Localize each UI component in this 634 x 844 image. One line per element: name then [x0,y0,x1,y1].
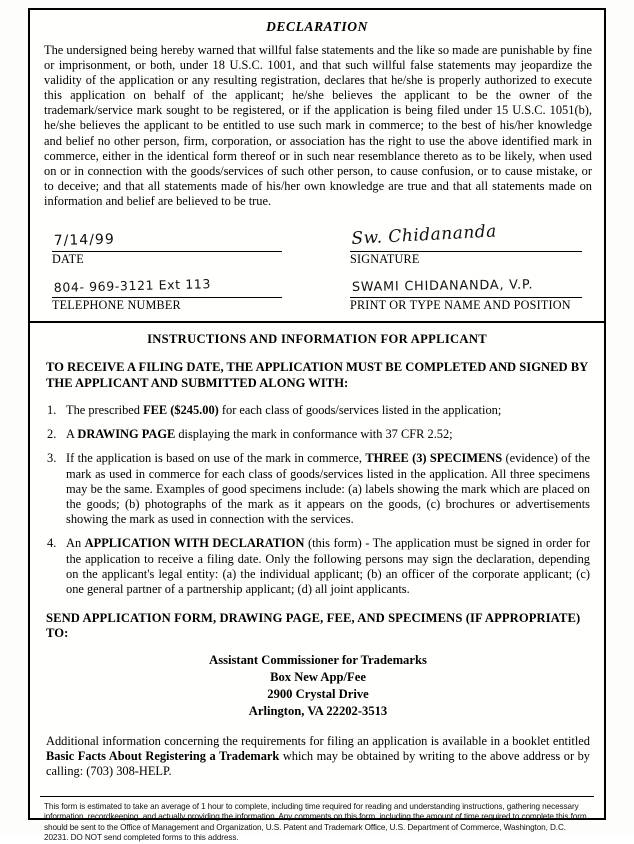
list-item-text-bold: DRAWING PAGE [77,427,176,442]
list-item-text-bold: APPLICATION WITH DECLARATION [84,536,305,551]
list-item [46,451,590,527]
list-item-number: 4. [47,536,57,551]
printed-name-label: PRINT OR TYPE NAME AND POSITION [350,298,571,313]
telephone-label: TELEPHONE NUMBER [52,298,181,313]
list-item-number: 1. [47,403,57,418]
signature-label: SIGNATURE [350,252,420,267]
send-application-line: SEND APPLICATION FORM, DRAWING PAGE, FEE, AND SPECIMENS (IF APPROPRIATE) TO: [46,611,581,641]
instructions-list [46,403,590,597]
list-item [46,403,590,418]
declaration-heading: DECLARATION [266,19,368,34]
signature-field[interactable] [350,221,582,251]
list-item-text-post: displaying the mark in conformance with 37 CFR 2.52; [175,427,453,442]
list-item-text-pre: A [66,427,78,442]
list-item-text-bold: FEE ($245.00) [143,403,219,418]
telephone-field[interactable] [52,273,282,297]
printed-name-field[interactable] [350,273,582,297]
date-label: DATE [52,252,84,267]
date-telephone-column [52,225,282,313]
declaration-body [30,43,604,209]
instructions-body [30,359,604,780]
mailing-address [46,652,590,720]
section-divider [30,321,604,323]
address-line: Assistant Commissioner for Trademarks [209,652,427,667]
form-sheet [28,8,606,843]
list-item-text-pre: If the application is based on use of the mark in commerce, [66,451,366,466]
footer-text: This form is estimated to take an average of 1 hour to complete, including time required for reading and understanding instructions, gathering necessary information, recordkeeping, and actually providing the information. Any comments on this form, including the amount of time required to complete this form, should be sent to the Office of Management and Organization, U.S. Patent and Trademark Office, U.S. Department of Commerce, Washington, D.C. 20231. DO NOT send completed forms to this address. [44,801,589,843]
list-item-text-pre: An [66,536,85,551]
list-item-number: 2. [47,427,57,442]
printed-name-value: SWAMI CHIDANANDA, V.P. [351,277,534,296]
footer-fine-print [30,797,604,844]
list-item-number: 3. [47,451,57,466]
closing-text-post: which may be obtained by writing to the above address or by calling: (703) 308-HELP. [46,749,591,779]
list-item-text-pre: The prescribed [66,403,144,418]
list-item [46,536,590,597]
list-item-text-bold: THREE (3) SPECIMENS [365,451,503,466]
list-item [46,427,590,442]
address-line: Arlington, VA 22202-3513 [248,703,388,718]
instructions-lead: TO RECEIVE A FILING DATE, THE APPLICATION MUST BE COMPLETED AND SIGNED BY THE APPLICANT AND SUBMITTED ALONG WITH: [46,360,588,391]
list-item-text-post: for each class of goods/services listed in the application; [218,403,502,418]
signature-name-column [350,221,582,313]
telephone-value: 804- 969-3121 Ext 113 [53,276,212,296]
address-line: 2900 Crystal Drive [267,686,369,701]
list-item-text-post: (evidence) of the mark as used in commerce for each class of goods/services listed in the application. All three specimens may be the same. Examples of good specimens include: (a) labels showing the mark which are placed on the goods; (b) photographs of the mark as it appears on the goods, (c) brochures or advertisements showing the mark as used in connection with the services. [66,451,590,527]
list-item-text-post: (this form) - The application must be signed in order for the application to receive a filing date. Only the following persons may sign the declaration, depending on the applicant's legal entity: (a) the individual applicant; (b) an officer of the corporate applicant; (c) one general partner of a partnership applicant; (d) all joint applicants. [66,536,590,597]
declaration-paragraph: The undersigned being hereby warned that willful false statements and the like so made are punishable by fine or imprisonment, or both, under 18 U.S.C. 1001, and that such willful false statements may jeopardize the validity of the application or any resulting registration, declares that he/she is properly authorized to execute this application on behalf of the applicant; he/she believes the applicant to be the owner of the trademark/service mark sought to be registered, or if the application is being filed under 15 U.S.C. 1051(b), he/she believes the applicant to be entitled to use such mark in commerce; to the best of his/her knowledge and belief no other person, firm, corporation, or association has the right to use the above identified mark in commerce, either in the identical form thereof or in such near resemblance thereto as to be likely, when used on or in connection with the goods/services of such other person, to cause confusion, or to cause mistake, or to deceive; and that all statements made of his/her own knowledge are true and that all statements made on information and belief are believed to be true. [44,43,592,208]
date-value: 7/14/99 [53,231,115,250]
closing-text-pre: Additional information concerning the requirements for filing an application is available in a booklet entitled [46,733,590,748]
date-field[interactable] [52,225,282,251]
closing-paragraph [46,734,590,780]
signature-block [30,221,604,317]
instructions-heading: INSTRUCTIONS AND INFORMATION FOR APPLICANT [147,332,487,347]
signature-value: Sw. Chidananda [350,221,498,250]
address-line: Box New App/Fee [270,669,366,684]
closing-text-bold: Basic Facts About Registering a Trademark [46,749,280,764]
